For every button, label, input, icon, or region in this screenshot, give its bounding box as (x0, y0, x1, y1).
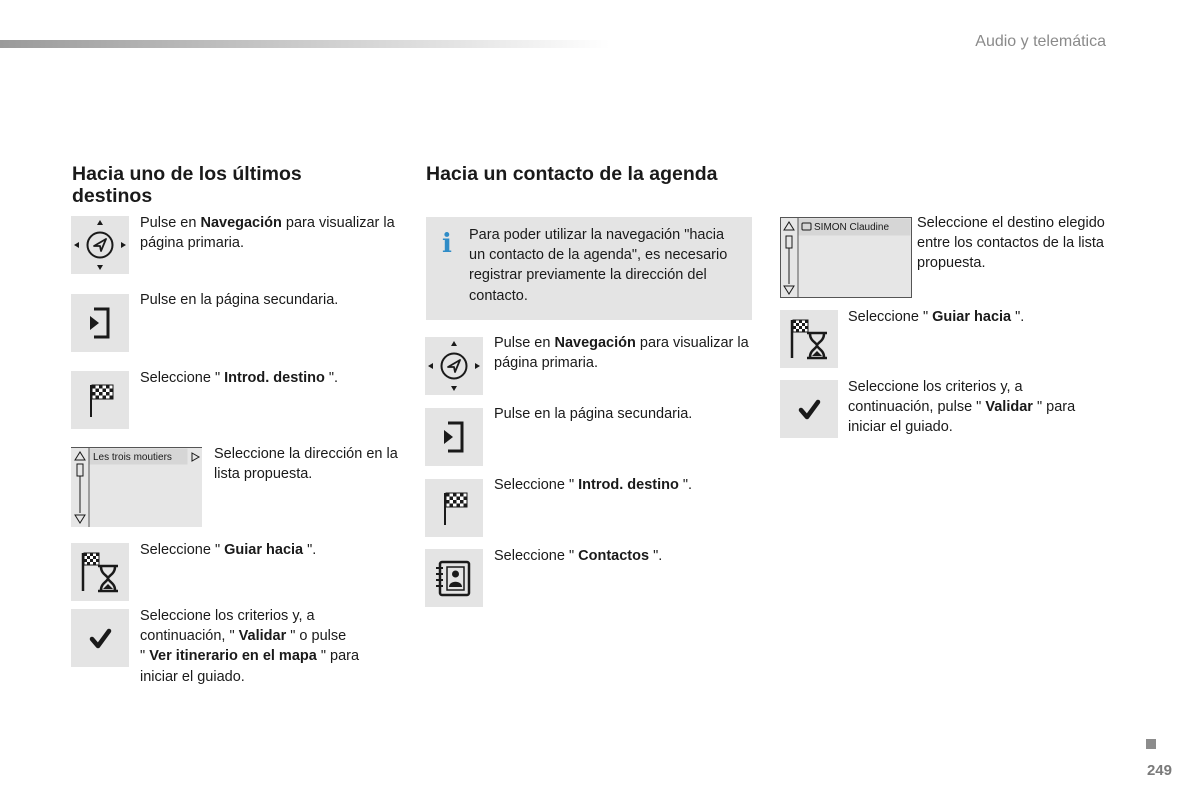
middle-step-4-text: Seleccione " Contactos ". (494, 548, 663, 564)
screen-list-item: SIMON Claudine (814, 222, 890, 233)
left-step-3-text: Seleccione " Introd. destino ". (140, 370, 339, 386)
page-marker (1146, 739, 1156, 749)
contacts-book-icon (425, 549, 483, 607)
contact-list-screen (780, 217, 912, 298)
navigation-compass-icon (71, 216, 129, 274)
secondary-page-icon (71, 294, 129, 352)
left-step-4-text: Seleccione la dirección en la lista propuesta. (214, 446, 398, 483)
info-text: Para poder utilizar la navegación "hacia un contacto de la agenda", es necesario registrar previamente la dirección del contacto. (469, 227, 728, 304)
flag-hourglass-icon (780, 310, 838, 368)
checkered-flag-icon (71, 371, 129, 429)
left-step-2-text: Pulse en la página secundaria. (140, 292, 339, 308)
checkmark-icon (71, 609, 129, 667)
middle-section-title: Hacia un contacto de la agenda (426, 163, 718, 185)
left-step-6-text: Seleccione los criterios y, a continuación, " Validar " o pulse " Ver itinerario en el mapa " para iniciar el guiado. (140, 608, 360, 685)
right-step-1-text: Seleccione el destino elegido entre los contactos de la lista propuesta. (917, 215, 1105, 272)
right-step-3-text: Seleccione los criterios y, a continuación, pulse " Validar " para iniciar el guiado. (848, 379, 1076, 436)
flag-hourglass-icon (71, 543, 129, 601)
left-section-title: Hacia uno de los últimos destinos (72, 163, 302, 207)
info-icon: i (442, 229, 452, 259)
header-gradient-bar (0, 40, 610, 48)
checkered-flag-icon (425, 479, 483, 537)
page-number: 249 (1146, 762, 1172, 779)
screen-list-item: Les trois moutiers (93, 452, 172, 463)
info-box (426, 217, 752, 320)
middle-step-1-text: Pulse en Navegación para visualizar la página primaria. (494, 335, 749, 372)
checkmark-icon (780, 380, 838, 438)
middle-step-3-text: Seleccione " Introd. destino ". (494, 477, 693, 493)
left-step-5-text: Seleccione " Guiar hacia ". (140, 542, 317, 558)
right-step-2-text: Seleccione " Guiar hacia ". (848, 309, 1025, 325)
section-title: Audio y telemática (975, 33, 1106, 50)
address-list-screen (71, 447, 202, 527)
secondary-page-icon (425, 408, 483, 466)
left-step-1-text: Pulse en Navegación para visualizar la página primaria. (140, 215, 395, 252)
navigation-compass-icon (425, 337, 483, 395)
middle-step-2-text: Pulse en la página secundaria. (494, 406, 693, 422)
